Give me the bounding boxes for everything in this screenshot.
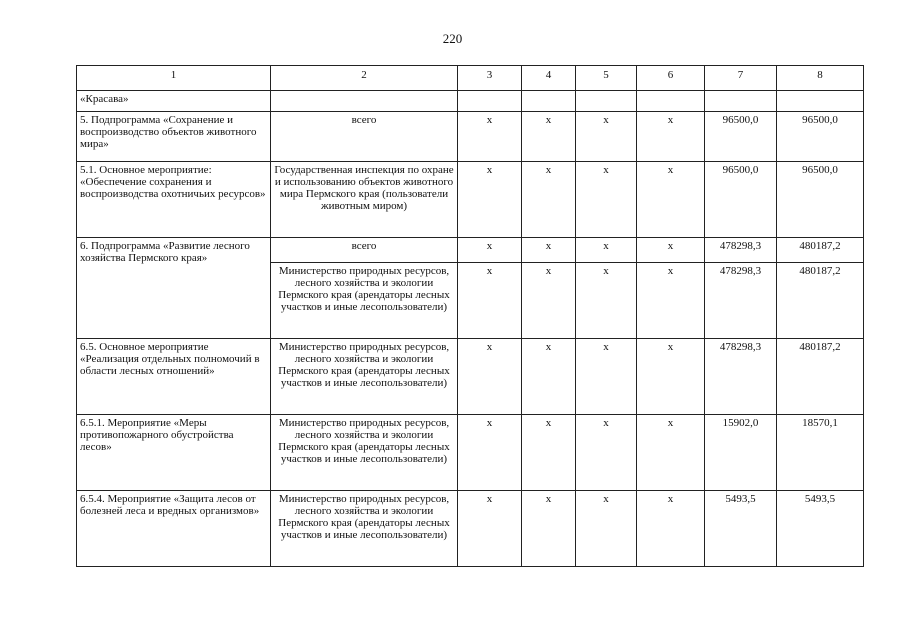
cell-col-8: 480187,2 (777, 238, 864, 263)
row-executor: Министерство природных ресурсов, лесного хозяйства и экологии Пермского края (арендаторы лесных участков и иные лесопользователи) (271, 263, 458, 339)
cell-col-3: х (458, 238, 522, 263)
cell-col-5: х (576, 415, 637, 491)
cell-col-4: х (522, 112, 576, 162)
cell-col-5: х (576, 162, 637, 238)
cell-col-7: 96500,0 (705, 112, 777, 162)
table-row (77, 162, 864, 238)
cell-col-4: х (522, 162, 576, 238)
cell-col-5: х (576, 491, 637, 567)
table-row (77, 491, 864, 567)
cell-col-6: х (637, 491, 705, 567)
table-row (77, 415, 864, 491)
header-col-3: 3 (458, 66, 522, 91)
cell-col-7: 478298,3 (705, 263, 777, 339)
row-executor: Министерство природных ресурсов, лесного хозяйства и экологии Пермского края (арендаторы лесных участков и иные лесопользователи) (271, 491, 458, 567)
header-row (77, 66, 864, 91)
row-executor: Министерство природных ресурсов, лесного хозяйства и экологии Пермского края (арендаторы лесных участков и иные лесопользователи) (271, 339, 458, 415)
table-row (77, 91, 864, 112)
header-col-1: 1 (77, 66, 271, 91)
cell-col-8: 96500,0 (777, 112, 864, 162)
empty-cell (271, 91, 458, 112)
cell-col-6: х (637, 263, 705, 339)
empty-cell (522, 91, 576, 112)
empty-cell (777, 91, 864, 112)
cell-col-4: х (522, 415, 576, 491)
row-name: 6.5.1. Мероприятие «Меры противопожарного обустройства лесов» (77, 415, 271, 491)
empty-cell (637, 91, 705, 112)
header-col-8: 8 (777, 66, 864, 91)
row-executor: всего (271, 238, 458, 263)
empty-cell (705, 91, 777, 112)
row-name: 6.5. Основное мероприятие «Реализация отдельных полномочий в области лесных отношений» (77, 339, 271, 415)
cell-col-3: х (458, 112, 522, 162)
header-col-2: 2 (271, 66, 458, 91)
cell-col-5: х (576, 238, 637, 263)
empty-cell (576, 91, 637, 112)
cell-col-6: х (637, 238, 705, 263)
cell-col-3: х (458, 162, 522, 238)
program-table (76, 65, 864, 567)
row-executor: Министерство природных ресурсов, лесного хозяйства и экологии Пермского края (арендаторы лесных участков и иные лесопользователи) (271, 415, 458, 491)
cell-col-6: х (637, 162, 705, 238)
header-col-7: 7 (705, 66, 777, 91)
cell-col-6: х (637, 112, 705, 162)
header-col-4: 4 (522, 66, 576, 91)
cell-col-5: х (576, 263, 637, 339)
cell-col-3: х (458, 339, 522, 415)
header-col-5: 5 (576, 66, 637, 91)
row-name: 5. Подпрограмма «Сохранение и воспроизводство объектов животного мира» (77, 112, 271, 162)
cell-col-7: 478298,3 (705, 339, 777, 415)
cell-col-7: 478298,3 (705, 238, 777, 263)
cell-col-6: х (637, 415, 705, 491)
cell-col-7: 15902,0 (705, 415, 777, 491)
row-name: «Красава» (77, 91, 271, 112)
row-executor: всего (271, 112, 458, 162)
cell-col-4: х (522, 263, 576, 339)
cell-col-8: 96500,0 (777, 162, 864, 238)
cell-col-3: х (458, 491, 522, 567)
cell-col-7: 5493,5 (705, 491, 777, 567)
cell-col-4: х (522, 491, 576, 567)
table-row (77, 112, 864, 162)
cell-col-6: х (637, 339, 705, 415)
empty-cell (458, 91, 522, 112)
cell-col-3: х (458, 415, 522, 491)
row-executor: Государственная инспекция по охране и использованию объектов животного мира Пермского края (пользователи животным миром) (271, 162, 458, 238)
cell-col-8: 480187,2 (777, 339, 864, 415)
cell-col-8: 5493,5 (777, 491, 864, 567)
cell-col-8: 480187,2 (777, 263, 864, 339)
row-name: 6.5.4. Мероприятие «Защита лесов от болезней леса и вредных организмов» (77, 491, 271, 567)
row-name: 6. Подпрограмма «Развитие лесного хозяйства Пермского края» (77, 238, 271, 339)
cell-col-7: 96500,0 (705, 162, 777, 238)
header-col-6: 6 (637, 66, 705, 91)
table-row (77, 339, 864, 415)
cell-col-5: х (576, 339, 637, 415)
cell-col-5: х (576, 112, 637, 162)
table-row (77, 238, 864, 263)
row-name: 5.1. Основное мероприятие: «Обеспечение сохранения и воспроизводства охотничьих ресурсов» (77, 162, 271, 238)
cell-col-8: 18570,1 (777, 415, 864, 491)
cell-col-4: х (522, 238, 576, 263)
page-number: 220 (442, 31, 463, 46)
cell-col-4: х (522, 339, 576, 415)
cell-col-3: х (458, 263, 522, 339)
